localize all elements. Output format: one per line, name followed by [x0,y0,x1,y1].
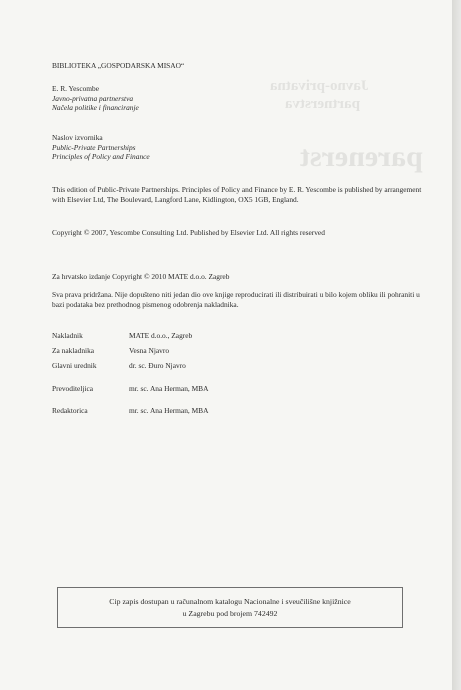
original-copyright: Copyright © 2007, Yescombe Consulting Ltd. Published by Elsevier Ltd. All rights reserved [52,228,325,237]
library-title: BIBLIOTEKA „GOSPODARSKA MISAO“ [52,61,185,70]
bleed-through-text: Javno-privatna [270,78,369,94]
credit-role: Prevoditeljica [52,384,94,393]
croatian-subtitle: Načela politike i financiranje [52,103,139,113]
credit-name: Vesna Njavro [129,346,170,355]
credit-role: Nakladnik [52,331,83,340]
arrangement-notice: This edition of Public-Private Partnerships. Principles of Policy and Finance by E. R. Yescombe is published by arrangement with Elsevier Ltd, The Boulevard, Langford Lane, Kidlington, OX5 1GB, England. [52,185,422,204]
croatian-copyright: Za hrvatsko izdanje Copyright © 2010 MATE d.o.o. Zagreb [52,272,230,281]
credit-name: MATE d.o.o., Zagreb [129,331,193,340]
rights-notice: Sva prava pridržana. Nije dopušteno niti jedan dio ove knjige reproducirati ili distribuirati u bilo kojem obliku ili pohraniti u bazi podataka bez prethodnog pismenog odobrenja nakladnika. [52,290,420,309]
credit-name: mr. sc. Ana Herman, MBA [129,384,209,393]
original-title-label: Naslov izvornika [52,133,103,142]
cip-notice-line1: Cip zapis dostupan u računalnom katalogu Nacionalne i sveučilišne knjižnice [109,597,351,606]
croatian-edition-block [52,84,139,113]
cip-notice-box [57,587,403,628]
original-title: Public-Private Partnerships [52,142,136,152]
credit-role: Za nakladnika [52,346,95,355]
cip-notice-line2: u Zagrebu pod brojem 742492 [182,608,278,618]
original-subtitle: Principles of Policy and Finance [52,152,150,162]
page-edge [452,0,461,690]
credit-name: dr. sc. Đuro Njavro [129,361,186,370]
bleed-through-text: partnerstva [285,96,360,112]
author: E. R. Yescombe [52,84,100,93]
credit-name: mr. sc. Ana Herman, MBA [129,406,209,415]
croatian-title: Javno-privatna partnerstva [52,93,134,103]
bleed-through-text: parenerst [300,140,423,173]
original-title-block [52,133,150,162]
credit-role: Glavni urednik [52,361,97,370]
credit-role: Redaktorica [52,406,88,415]
